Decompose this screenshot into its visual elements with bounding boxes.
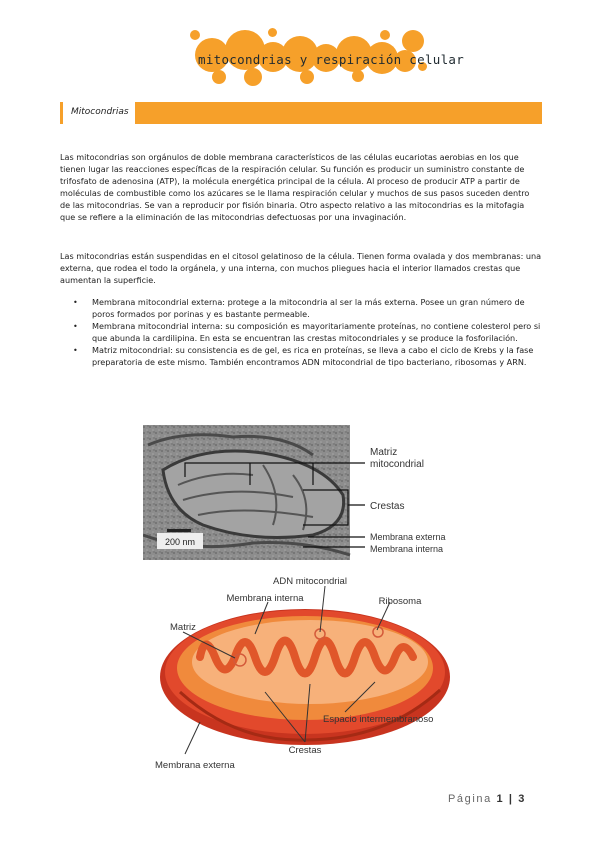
micro-label-inner: Membrana interna (370, 544, 444, 554)
paragraph-structure (60, 250, 542, 286)
diagram-label-space: Espacio intermembranoso (323, 714, 434, 725)
mitochondrion-diagram (145, 572, 465, 772)
document-title: mitocondrias y respiración celular (198, 52, 465, 67)
page-word: Página (448, 793, 492, 805)
paragraph-intro (60, 151, 542, 224)
list-item: • Membrana mitocondrial interna: su composición es mayoritariamente proteínas, no contiene colesterol pero si que abunda la cardilipina. En esta se encuentran las crestas mitocondriales y se produce la fosforilación. (73, 321, 541, 344)
page-separator: | (508, 793, 514, 805)
diagram-label-adn: ADN mitocondrial (273, 576, 347, 587)
scale-bar-label: 200 nm (164, 537, 196, 547)
page-footer (448, 793, 526, 805)
diagram-label-outer: Membrana externa (155, 760, 235, 771)
micro-label-crests: Crestas (370, 501, 405, 512)
diagram-label-crests: Crestas (288, 745, 322, 756)
list-item: • Membrana mitocondrial externa: protege a la mitocondria al ser la más externa. Posee un gran número de poros formados por porinas y es bastante permeable. (73, 297, 525, 320)
page-number: 1 (496, 793, 505, 805)
micro-label-matrix-1: Matriz (370, 447, 398, 458)
micrograph-image (143, 425, 461, 560)
bullet-icon: • (73, 321, 78, 332)
micrograph-figure (143, 425, 461, 560)
diagram-label-inner: Membrana interna (226, 593, 304, 604)
diagram-label-matrix: Matriz (170, 622, 196, 633)
bullet-icon: • (73, 345, 78, 356)
diagram-label-ribosome: Ribosoma (378, 596, 422, 607)
list-item: • Matriz mitocondrial: su consistencia es de gel, es rica en proteínas, se lleva a cabo el ciclo de Krebs y la fase preparatoria de este mismo. También encontramos ADN mitocondrial de tipo bacteriano, ribosomas y ARN. (73, 345, 534, 368)
bullet-icon: • (73, 297, 78, 307)
membrane-list (60, 296, 542, 369)
page-total: 3 (518, 793, 526, 805)
section-label: Mitocondrias (71, 107, 129, 117)
paragraph-2: Las mitocondrias están suspendidas en el citosol gelatinoso de la célula. Tienen forma ovalada y dos membranas: una externa, que rodea el todo la orgánela, y una interna, con muchos pliegues hacia el interior llamados crestas que aumentan la superficie. (60, 251, 542, 286)
micro-label-outer: Membrana externa (370, 532, 446, 542)
paragraph-1: Las mitocondrias son orgánulos de doble membrana característicos de las células eucariotas aerobias en los que tienen lugar las reacciones específicas de la respiración celular. Su función es producir un suministro constante de trifosfato de adenosina (ATP), la molécula energética principal de la célula. Al proceso de producir ATP a partir de moléculas de combustible como los azúcares se le llama respiración celular y muchos de sus pasos suceden dentro de las mitocondrias. Se van a reproducir por fisión binaria. Otro aspecto relativo a las mitocondrias es la mitofagia que se refiere a la eliminación de las mitocondrias defectuosas por una invaginación. (60, 152, 530, 223)
micro-label-matrix-2: mitocondrial (370, 459, 424, 470)
section-header (60, 102, 542, 124)
